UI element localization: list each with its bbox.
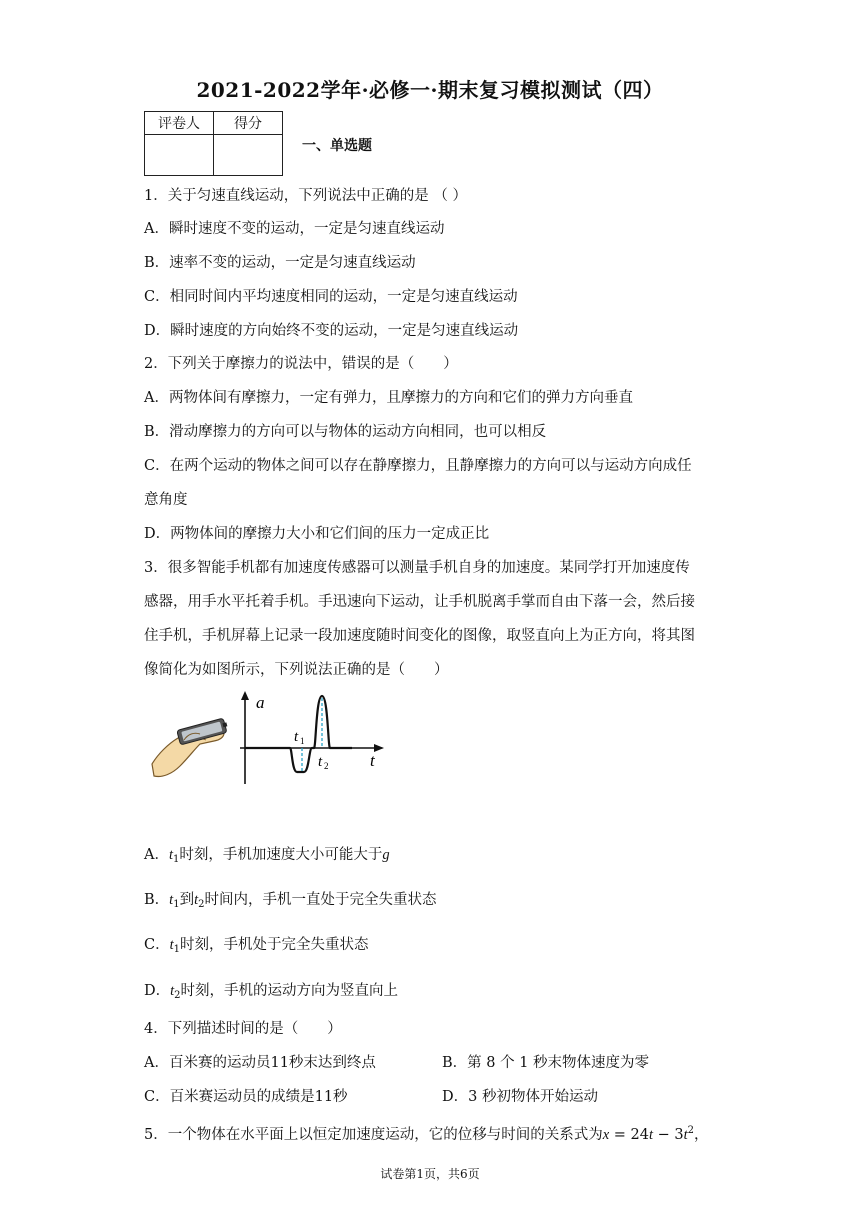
q1-option-a[interactable]: A．瞬时速度不变的运动，一定是匀速直线运动 [144,221,445,237]
q3-c-var: t [169,937,174,953]
score-table-score-header: 得分 [214,112,283,135]
q5-stem-text: 5．一个物体在水平面上以恒定加速度运动，它的位移与时间的关系式为 [144,1127,603,1143]
q3-c-text: 时刻，手机处于完全失重状态 [180,937,369,953]
q2-option-b[interactable]: B．滑动摩擦力的方向可以与物体的运动方向相同，也可以相反 [144,424,547,440]
q3-option-d[interactable] [144,981,398,1006]
q2-stem: 2．下列关于摩擦力的说法中，错误的是（ ） [144,356,458,372]
q3-d-prefix: D． [144,983,171,999]
q4-option-a[interactable]: A．百米赛的运动员11秒末达到终点 [144,1055,376,1071]
q3-a-text: 时刻，手机加速度大小可能大于 [179,847,383,863]
q3-b-var1: t [169,892,174,908]
q5-t2: t [683,1127,688,1143]
x-axis-label: t [370,751,375,770]
hand-with-phone-icon [152,718,229,777]
q3-stem-line4: 像简化为如图所示，下列说法正确的是（ ） [144,662,449,678]
t2-subscript: 2 [324,761,329,771]
t2-label: t [318,754,323,770]
q3-b-var2: t [194,892,199,908]
q5-eq: = 24 [609,1127,649,1143]
q2-option-c-line2[interactable]: 意角度 [144,492,188,508]
q3-option-c[interactable] [144,935,369,960]
q5-x: x [602,1127,610,1143]
q3-b-mid: 到 [179,892,195,908]
q2-option-c-line1[interactable]: C．在两个运动的物体之间可以存在静摩擦力，且静摩擦力的方向可以与运动方向成任 [144,458,692,474]
q5-stem [144,1121,709,1145]
section-heading: 一、单选题 [302,138,372,154]
q4-stem: 4．下列描述时间的是（ ） [144,1021,342,1037]
y-axis-label: a [256,693,265,712]
q5-t1: t [649,1127,654,1143]
q3-a-var: t [168,847,174,863]
q5-tail: ， [694,1127,709,1143]
q3-a-g: g [382,847,390,863]
q1-option-d[interactable]: D．瞬时速度的方向始终不变的运动，一定是匀速直线运动 [144,323,519,339]
q3-figure [144,688,394,788]
q3-b-prefix: B． [144,892,170,908]
q3-d-sub: 2 [174,990,181,1001]
t1-label: t [294,729,299,745]
q3-stem-line3: 住手机，手机屏幕上记录一段加速度随时间变化的图像，取竖直向上为正方向，将其图 [144,628,695,644]
q3-c-prefix: C． [144,937,170,953]
q2-option-d[interactable]: D．两物体间的摩擦力大小和它们间的压力一定成正比 [144,526,490,542]
page-footer: 试卷第1页，共6页 [380,1167,480,1181]
q3-b-sub2: 2 [198,899,205,910]
q2-option-a[interactable]: A．两物体间有摩擦力，一定有弹力，且摩擦力的方向和它们的弹力方向垂直 [144,390,633,406]
score-table-score-cell[interactable] [214,135,283,176]
score-table-grader-cell[interactable] [145,135,214,176]
q1-option-b[interactable]: B．速率不变的运动，一定是匀速直线运动 [144,255,416,271]
q3-d-text: 时刻，手机的运动方向为竖直向上 [180,983,399,999]
score-table [144,111,283,176]
q3-a-prefix: A． [144,847,169,863]
q3-option-b[interactable] [144,890,436,915]
q3-stem-line2: 感器，用手水平托着手机。手迅速向下运动，让手机脱离手掌而自由下落一会，然后接 [144,594,695,610]
q1-stem: 1．关于匀速直线运动，下列说法中正确的是 （ ） [144,188,467,204]
q5-formula [603,1127,709,1143]
q3-stem-line1: 3．很多智能手机都有加速度传感器可以测量手机自身的加速度。某同学打开加速度传 [144,560,690,576]
q3-c-sub: 1 [173,944,181,955]
q3-option-a[interactable] [144,845,390,870]
score-table-grader-header: 评卷人 [145,112,214,135]
q3-d-var: t [170,983,175,999]
q3-b-sub1: 1 [173,899,180,910]
page-title: 2021-2022学年·必修一·期末复习模拟测试（四） [196,78,664,102]
q4-option-d[interactable]: D．3 秒初物体开始运动 [442,1089,598,1105]
q5-minus: − 3 [653,1127,684,1143]
q4-option-b[interactable]: B．第 8 个 1 秒末物体速度为零 [442,1055,650,1071]
q3-b-text: 时间内，手机一直处于完全失重状态 [204,892,437,908]
q4-option-c[interactable]: C．百米赛运动员的成绩是11秒 [144,1089,348,1105]
q1-option-c[interactable]: C．相同时间内平均速度相同的运动，一定是匀速直线运动 [144,289,518,305]
t1-subscript: 1 [300,736,305,746]
q5-exp: 2 [687,1125,695,1136]
q3-a-sub: 1 [173,854,180,865]
